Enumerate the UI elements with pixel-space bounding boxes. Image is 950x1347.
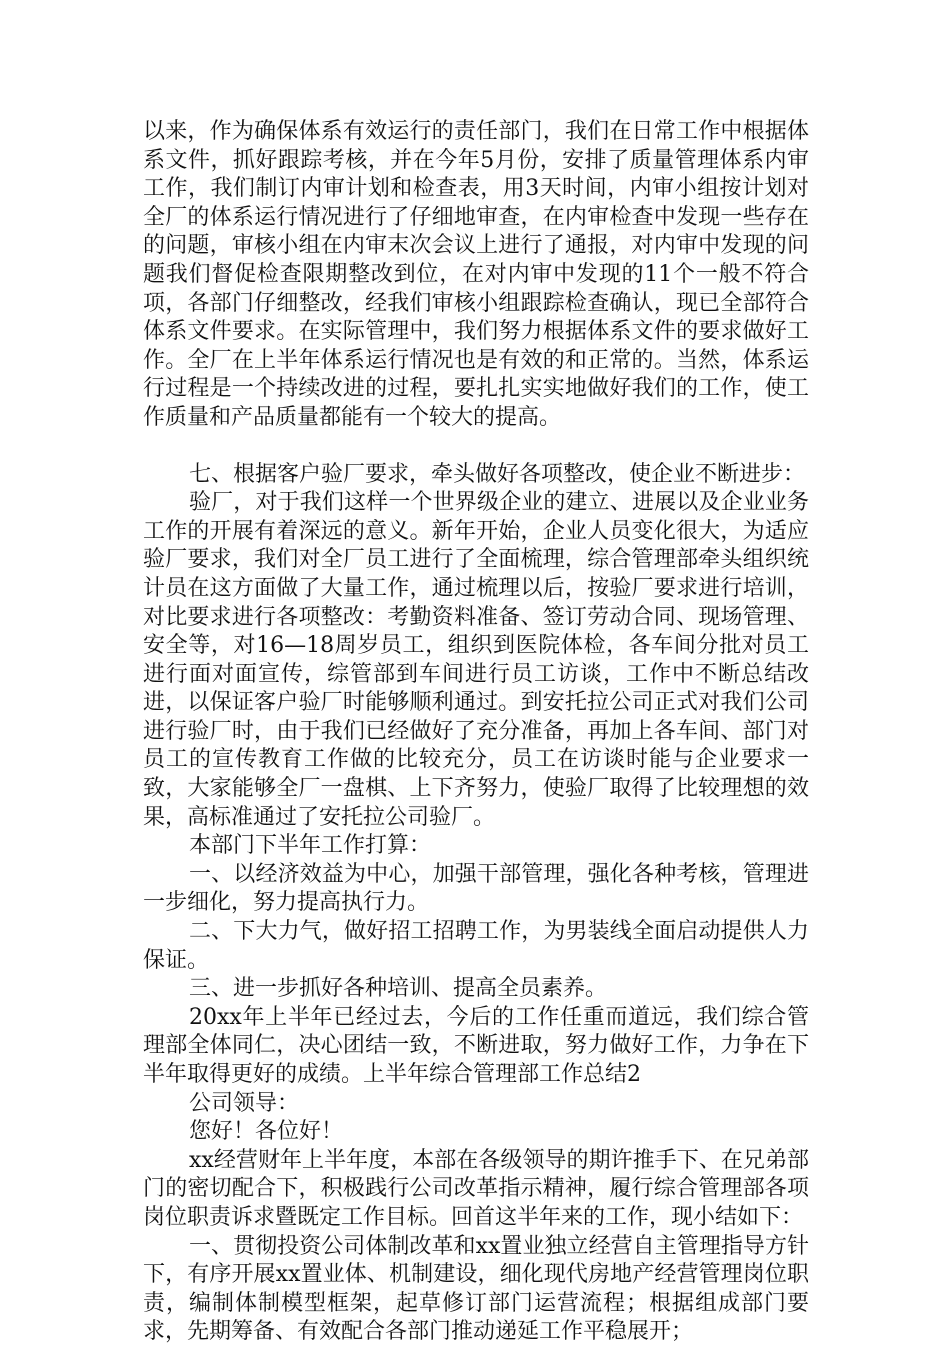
heading-section-seven: 七、根据客户验厂要求，牵头做好各项整改，使企业不断进步： — [189, 461, 806, 487]
document-body — [143, 118, 809, 1347]
summary-item-one: 一、贯彻投资公司体制改革和xx置业独立经营自主管理指导方针下，有序开展xx置业体、机制建设，细化现代房地产经营管理岗位职责，编制体制模型框架，起草修订部门运营流程；根据组成部门要求，先期筹备、有效配合各部门推动递延工作平稳展开； — [143, 1233, 809, 1345]
salutation-company-leaders: 公司领导： — [189, 1090, 300, 1116]
greeting: 您好！各位好！ — [189, 1119, 344, 1145]
paragraph-closing: 20xx年上半年已经过去，今后的工作任重而道远，我们综合管理部全体同仁，决心团结一致，不断进取，努力做好工作，力争在下半年取得更好的成绩。上半年综合管理部工作总结2 — [143, 1004, 809, 1087]
plan-item-two: 二、下大力气，做好招工招聘工作，为男装线全面启动提供人力保证。 — [143, 919, 809, 973]
plan-item-one: 一、以经济效益为中心，加强干部管理，强化各种考核，管理进一步细化，努力提高执行力。 — [143, 861, 809, 916]
heading-second-half-plan: 本部门下半年工作打算： — [189, 833, 432, 859]
paragraph-factory-audit: 验厂，对于我们这样一个世界级企业的建立、进展以及企业业务工作的开展有着深远的意义。新年开始，企业人员变化很大，为适应验厂要求，我们对全厂员工进行了全面梳理，综合管理部牵头组织统计员在这方面做了大量工作，通过梳理以后，按验厂要求进行培训，对比要求进行各项整改：考勤资料准备、签订劳动合同、现场管理、安全等，对16—18周岁员工，组织到医院体检，各车间分批对员工进行面对面宣传，综管部到车间进行员工访谈，工作中不断总结改进，以保证客户验厂时能够顺利通过。到安托拉公司正式对我们公司进行验厂时，由于我们已经做好了充分准备，再加上各车间、部门对员工的宣传教育工作做的比较充分，员工在访谈时能与企业要求一致，大家能够全厂一盘棋、上下齐努力，使验厂取得了比较理想的效果，高标准通过了安托拉公司验厂。 — [143, 490, 809, 830]
paragraph-quality-system: 以来，作为确保体系有效运行的责任部门，我们在日常工作中根据体系文件，抓好跟踪考核，并在今年5月份，安排了质量管理体系内审工作，我们制订内审计划和检查表，用3天时间，内审小组按计划对全厂的体系运行情况进行了仔细地审查，在内审检查中发现一些存在的问题，审核小组在内审末次会议上进行了通报，对内审中发现的问题我们督促检查限期整改到位，在对内审中发现的11个一般不符合项，各部门仔细整改，经我们审核小组跟踪检查确认，现已全部符合体系文件要求。在实际管理中，我们努力根据体系文件的要求做好工作。全厂在上半年体系运行情况也是有效的和正常的。当然，体系运行过程是一个持续改进的过程，要扎扎实实地做好我们的工作，使工作质量和产品质量都能有一个较大的提高。 — [143, 119, 809, 430]
paragraph-summary-intro: xx经营财年上半年度，本部在各级领导的期许推手下、在兄弟部门的密切配合下，积极践行公司改革指示精神，履行综合管理部各项岗位职责诉求暨既定工作目标。回首这半年来的工作，现小结如下： — [143, 1147, 809, 1230]
plan-item-three: 三、进一步抓好各种培训、提高全员素养。 — [189, 976, 608, 1002]
